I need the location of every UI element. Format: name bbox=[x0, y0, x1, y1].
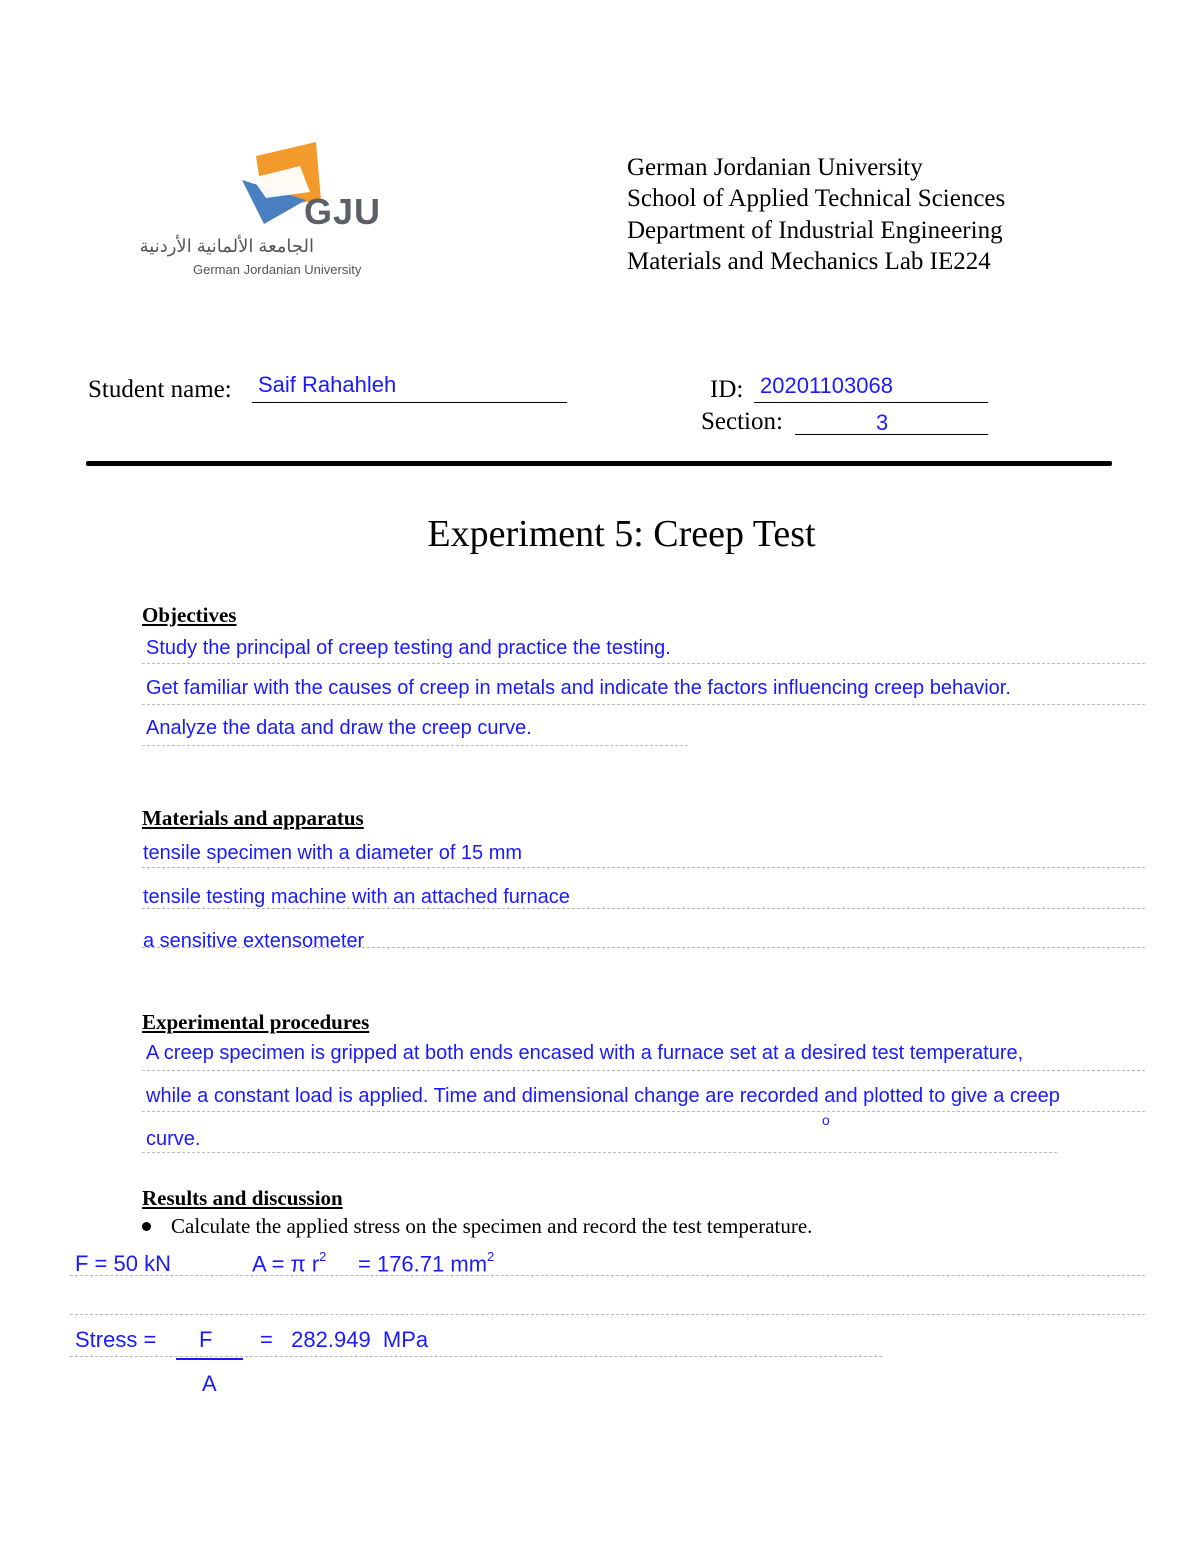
student-name-value[interactable]: Saif Rahahleh bbox=[258, 372, 397, 397]
stress-value[interactable]: = 282.949 MPa bbox=[260, 1327, 429, 1352]
objective-item-2[interactable]: Get familiar with the causes of creep in metals and indicate the factors influencing creep behavior. bbox=[146, 677, 1011, 699]
objective-line-2 bbox=[142, 704, 1145, 705]
area-unit-exponent: 2 bbox=[487, 1249, 495, 1264]
section-line bbox=[795, 434, 988, 435]
material-item-1[interactable]: tensile specimen with a diameter of 15 mm bbox=[143, 842, 523, 864]
area-formula-text: A = π r bbox=[252, 1251, 320, 1277]
objective-item-3[interactable]: Analyze the data and draw the creep curve. bbox=[146, 717, 532, 739]
procedure-line-2 bbox=[142, 1111, 1145, 1112]
procedure-text-3[interactable]: curve. bbox=[146, 1128, 201, 1150]
experiment-title: Experiment 5: Creep Test bbox=[427, 513, 816, 555]
material-item-2[interactable]: tensile testing machine with an attached furnace bbox=[143, 886, 570, 908]
id-value[interactable]: 20201103068 bbox=[760, 373, 893, 398]
procedures-heading: Experimental procedures bbox=[142, 1010, 370, 1034]
area-formula[interactable] bbox=[252, 1251, 326, 1277]
objective-item-1[interactable]: Study the principal of creep testing and practice the testing. bbox=[146, 637, 671, 659]
force-value[interactable]: F = 50 kN bbox=[75, 1251, 171, 1276]
calc-line-3 bbox=[70, 1356, 882, 1357]
logo-subtitle: German Jordanian University bbox=[193, 262, 362, 277]
department-name: Department of Industrial Engineering bbox=[627, 217, 1003, 244]
section-label: Section: bbox=[701, 408, 783, 435]
calc-line-2 bbox=[70, 1314, 1145, 1315]
degree-mark: o bbox=[822, 1112, 830, 1128]
objectives-heading: Objectives bbox=[142, 603, 237, 627]
fraction-bar bbox=[176, 1358, 243, 1360]
stress-numerator[interactable]: F bbox=[199, 1327, 213, 1352]
calc-line-1 bbox=[70, 1275, 1145, 1276]
stress-label[interactable]: Stress = bbox=[75, 1327, 157, 1352]
logo-latin-text: GJU bbox=[304, 191, 382, 232]
objective-line-3 bbox=[142, 745, 688, 746]
university-name: German Jordanian University bbox=[627, 154, 923, 181]
id-label: ID: bbox=[710, 376, 744, 403]
area-value-text: = 176.71 mm bbox=[358, 1251, 488, 1277]
student-name-line bbox=[252, 402, 567, 403]
material-item-3[interactable]: a sensitive extensometer bbox=[143, 930, 365, 952]
area-formula-exponent: 2 bbox=[319, 1249, 327, 1264]
results-bullet-text: Calculate the applied stress on the specimen and record the test temperature. bbox=[171, 1214, 813, 1238]
lab-name: Materials and Mechanics Lab IE224 bbox=[627, 248, 991, 275]
gju-logo bbox=[138, 138, 382, 288]
procedure-text-1[interactable]: A creep specimen is gripped at both ends encased with a furnace set at a desired test temperature, bbox=[146, 1042, 1024, 1064]
area-value[interactable] bbox=[358, 1251, 494, 1277]
header-divider bbox=[86, 461, 1112, 466]
materials-heading: Materials and apparatus bbox=[142, 806, 364, 830]
stress-denominator[interactable]: A bbox=[202, 1371, 217, 1396]
section-value[interactable]: 3 bbox=[876, 410, 889, 435]
results-heading: Results and discussion bbox=[142, 1186, 343, 1210]
student-name-label: Student name: bbox=[88, 376, 232, 403]
results-bullet-item bbox=[142, 1214, 812, 1239]
school-name: School of Applied Technical Sciences bbox=[627, 185, 1006, 212]
objective-line-1 bbox=[142, 663, 1145, 664]
id-line bbox=[754, 402, 988, 403]
procedure-line-1 bbox=[142, 1070, 1145, 1071]
procedure-text-2[interactable]: while a constant load is applied. Time and dimensional change are recorded and plotted to give a creep bbox=[146, 1085, 1060, 1107]
material-line-1 bbox=[142, 867, 1145, 868]
bullet-icon bbox=[142, 1222, 151, 1231]
logo-arabic-text: الجامعة الألمانية الأردنية bbox=[139, 236, 314, 256]
procedure-line-3 bbox=[142, 1152, 1057, 1153]
